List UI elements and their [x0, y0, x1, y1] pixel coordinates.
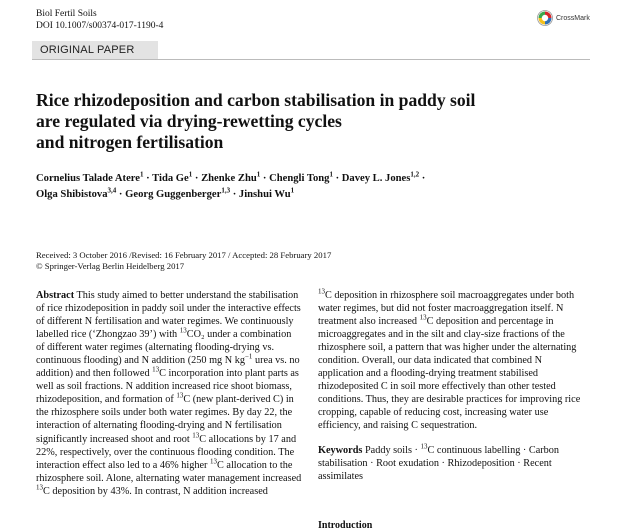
header-divider [32, 59, 590, 60]
keywords-label: Keywords [318, 444, 363, 456]
title-line-1: Rice rhizodeposition and carbon stabilisation in paddy soil [36, 90, 476, 110]
abstract-label: Abstract [36, 290, 75, 301]
abstract-continuation: $^{13}$C deposition in rhizosphere soil macroaggregates under both water regimes, but did not foster macroaggregation itself. N treatment also increased $^{13}$C deposition and percentage in microaggregates and in the silt and clay-size fractions of the rhizosphere soil, a pattern that was higher under the alternating condition. Overall, our data indicated that combined N application and a flooding-drying treatment stabilised rhizodeposited C in soil more effectively than other tested conditions. Thus, they are desirable practices for improving rice cropping, capable of reducing cost, increasing water use efficiency, and raising C sequestration. [318, 287, 581, 432]
article-title [36, 90, 576, 153]
crossmark-label: CrossMark [556, 14, 590, 22]
author-name[interactable]: Jinshui Wu [238, 189, 291, 200]
doi[interactable]: DOI 10.1007/s00374-017-1190-4 [36, 21, 164, 31]
journal-name: Biol Fertil Soils [36, 9, 97, 19]
author-affiliation: 1 [290, 186, 295, 195]
title-line-3: and nitrogen fertilisation [36, 132, 224, 152]
author-name[interactable]: Zhenke Zhu [201, 173, 257, 184]
crossmark-icon [537, 10, 553, 26]
author-name[interactable]: Cornelius Talade Atere [36, 173, 140, 184]
abstract-paragraph: Abstract This study aimed to better understand the stabilisation of rice rhizodeposition in paddy soil under the interactive effects of different N fertilisation and water regimes. We continuously labelled rice (‘Zhongzao 39’) with $^{13}$CO₂ under a combination of different water regimes (alternating flooding-drying vs. continuous flooding) and N addition (250 mg N $kg^{-1}$ urea vs. no addition) and then followed $^{13}$C incorporation into plant parts as well as soil fractions. N addition increased rice shoot biomass, rhizodeposition, and formation of $^{13}$C (new plant-derived C) in the rhizosphere soils under both water regimes. By day 22, the interaction of alternating flooding-drying and N fertilisation significantly increased shoot and root $^{13}$C allocations by 17 and 22%, respectively, over the continuous flooding condition. The interaction effect also led to a 46% higher $^{13}$C allocation to the rhizosphere soil. Alone, alternating water management increased $^{13}$C deposition by 43%. In contrast, N addition increased [36, 290, 302, 497]
title-line-2: are regulated via drying-rewetting cycles [36, 111, 342, 131]
section-heading-introduction: Introduction [318, 520, 373, 531]
history-dates: Received: 3 October 2016 /Revised: 16 February 2017 / Accepted: 28 February 2017 [36, 250, 332, 260]
author-affiliation: 1 [139, 170, 144, 179]
author-affiliation: 3,4 [107, 186, 117, 195]
authors-line-2: Olga Shibistova$^{3,4}$ · Georg Guggenberger$^{1,3}$ · Jinshui Wu$^1$ [36, 186, 295, 200]
author-affiliation: 1 [256, 170, 261, 179]
author-affiliation: 1,3 [221, 186, 231, 195]
keywords: Keywords Paddy soils · $^{13}$C continuous labelling · Carbon stabilisation · Root exudation · Rhizodeposition · Recent assimilates [318, 442, 560, 482]
journal-header [36, 8, 163, 32]
abstract-column-right [318, 289, 584, 483]
author-list [36, 171, 596, 203]
article-type-badge: ORIGINAL PAPER [32, 41, 158, 59]
author-affiliation: 1 [188, 170, 193, 179]
author-name[interactable]: Olga Shibistova [36, 189, 108, 200]
author-name[interactable]: Davey L. Jones [341, 173, 411, 184]
abstract-column-left [36, 289, 302, 498]
author-affiliation: 1,2 [410, 170, 420, 179]
article-dates [36, 250, 331, 272]
author-name[interactable]: Tida Ge [152, 173, 189, 184]
copyright: © Springer-Verlag Berlin Heidelberg 2017 [36, 261, 185, 271]
crossmark-logo[interactable] [537, 10, 590, 26]
author-name[interactable]: Georg Guggenberger [125, 189, 222, 200]
authors-line-1: Cornelius Talade Atere$^1$ · Tida $Ge^1$ · Zhenke Zhu$^1$ · Chengli Tong$^1$ · Davey L. Jones$^{1,2}$ · [36, 170, 426, 184]
author-affiliation: 1 [329, 170, 333, 179]
author-name[interactable]: Chengli Tong [269, 173, 330, 184]
